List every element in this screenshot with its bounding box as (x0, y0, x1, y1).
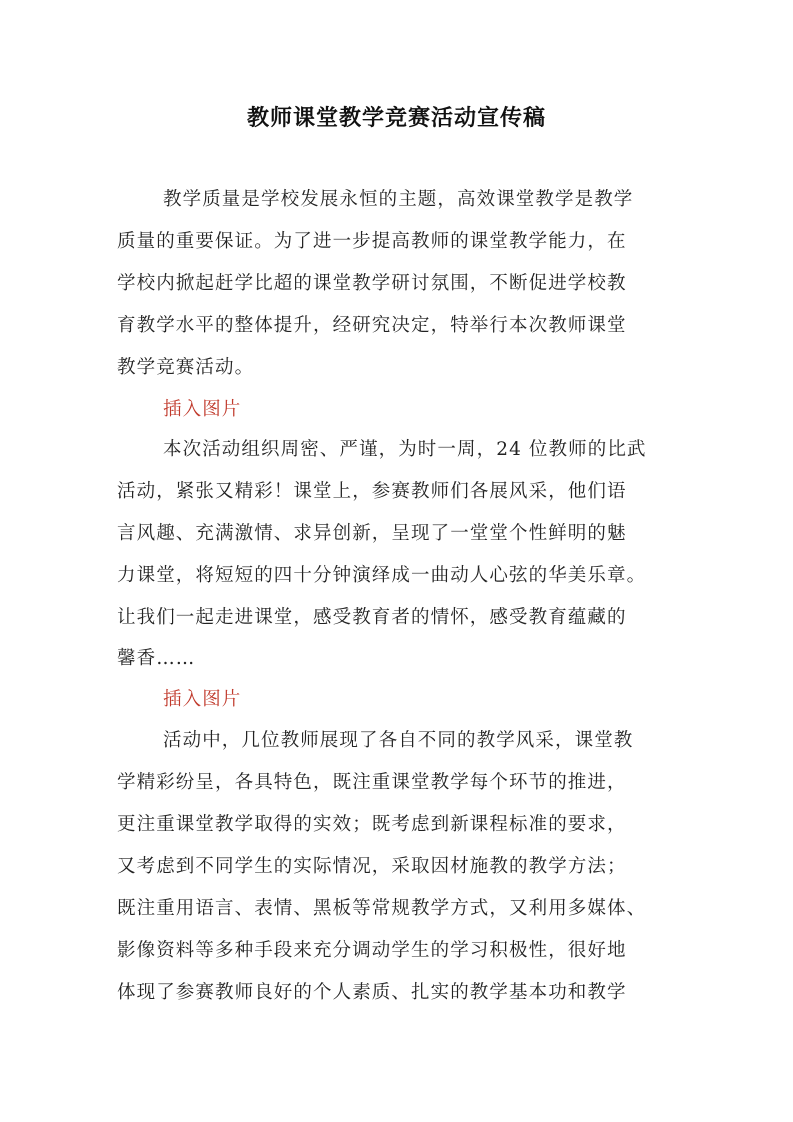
paragraph-line: 体现了参赛教师良好的个人素质、扎实的教学基本功和教学 (117, 982, 627, 1003)
paragraph-line: 言风趣、充满激情、求异创新，呈现了一堂堂个性鲜明的魅 (117, 523, 627, 544)
image-placeholder-label: 插入图片 (163, 689, 242, 710)
paragraph-line: 影像资料等多种手段来充分调动学生的学习积极性，很好地 (117, 940, 627, 961)
paragraph-line: 又考虑到不同学生的实际情况，采取因材施教的教学方法； (117, 856, 627, 877)
paragraph-line: 力课堂，将短短的四十分钟演绎成一曲动人心弦的华美乐章。 (117, 565, 647, 586)
image-placeholder-label: 插入图片 (163, 399, 242, 420)
paragraph-line: 更注重课堂教学取得的实效；既考虑到新课程标准的要求， (117, 814, 627, 835)
paragraph-line: 质量的重要保证。为了进一步提高教师的课堂教学能力，在 (117, 231, 627, 252)
paragraph-line: 教学竞赛活动。 (117, 357, 255, 378)
paragraph-line: 本次活动组织周密、严谨，为时一周，24 位教师的比武 (163, 439, 647, 460)
paragraph-line: 既注重用语言、表情、黑板等常规教学方式，又利用多媒体、 (117, 898, 647, 919)
paragraph-line: 学精彩纷呈，各具特色，既注重课堂教学每个环节的推进， (117, 772, 627, 793)
paragraph-line: 教学质量是学校发展永恒的主题，高效课堂教学是教学 (163, 189, 634, 210)
paragraph-line: 活动，紧张又精彩！课堂上，参赛教师们各展风采，他们语 (117, 481, 627, 502)
paragraph-line: 育教学水平的整体提升，经研究决定，特举行本次教师课堂 (117, 315, 627, 336)
paragraph-line: 活动中，几位教师展现了各自不同的教学风采，课堂教 (163, 730, 634, 751)
paragraph-line: 让我们一起走进课堂，感受教育者的情怀，感受教育蕴藏的 (117, 607, 627, 628)
document-title: 教师课堂教学竞赛活动宣传稿 (246, 105, 546, 131)
paragraph-line: 学校内掀起赶学比超的课堂教学研讨氛围，不断促进学校教 (117, 273, 627, 294)
paragraph-line: 馨香…… (117, 648, 196, 669)
